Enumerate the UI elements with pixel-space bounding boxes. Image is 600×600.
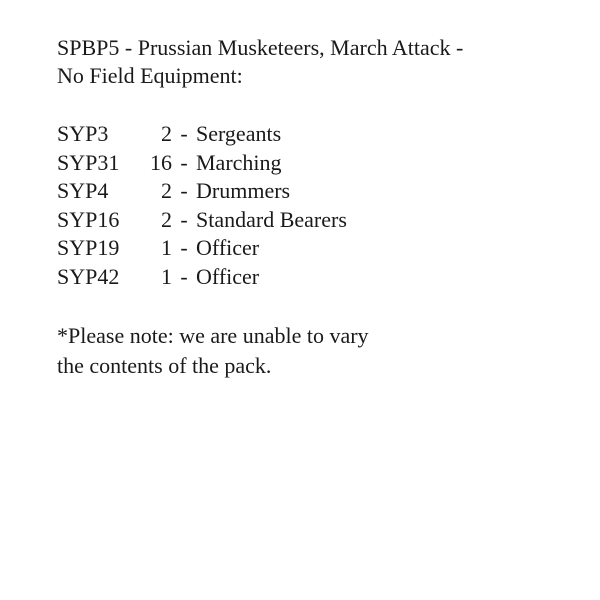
pack-title-line-1: SPBP5 - Prussian Musketeers, March Attack -	[57, 35, 464, 60]
item-quantity: 2	[161, 206, 172, 232]
item-description: Sergeants	[196, 121, 282, 146]
item-quantity: 1	[161, 263, 172, 289]
list-item	[57, 206, 577, 235]
item-code: SYP31	[57, 149, 120, 175]
list-item	[57, 234, 577, 263]
item-separator: -	[180, 235, 188, 261]
item-description: Drummers	[196, 178, 291, 204]
item-code: SYP19	[57, 235, 120, 261]
item-quantity: 2	[161, 121, 172, 146]
item-code: SYP42	[57, 263, 120, 289]
pack-contents-document	[57, 34, 577, 382]
item-code: SYP3	[57, 121, 109, 146]
item-separator: -	[180, 206, 188, 232]
item-quantity: 1	[161, 235, 172, 261]
spacer	[57, 90, 577, 120]
pack-title-line-2: No Field Equipment:	[57, 63, 243, 88]
note-line-1: *Please note: we are unable to vary	[57, 322, 369, 348]
list-item	[57, 149, 577, 178]
item-list	[57, 120, 577, 292]
item-separator: -	[180, 263, 188, 289]
item-code: SYP4	[57, 178, 109, 204]
item-separator: -	[180, 178, 188, 204]
item-description: Officer	[196, 263, 260, 289]
item-description: Officer	[196, 235, 260, 261]
spacer	[57, 292, 577, 322]
item-quantity: 2	[161, 178, 172, 204]
item-code: SYP16	[57, 206, 120, 232]
list-item	[57, 120, 577, 149]
item-description: Marching	[196, 149, 282, 175]
item-description: Standard Bearers	[196, 206, 347, 232]
item-separator: -	[180, 149, 188, 175]
item-separator: -	[180, 121, 188, 146]
item-quantity: 16	[150, 149, 172, 175]
list-item	[57, 263, 577, 292]
list-item	[57, 177, 577, 206]
note-line-2: the contents of the pack.	[57, 352, 272, 378]
